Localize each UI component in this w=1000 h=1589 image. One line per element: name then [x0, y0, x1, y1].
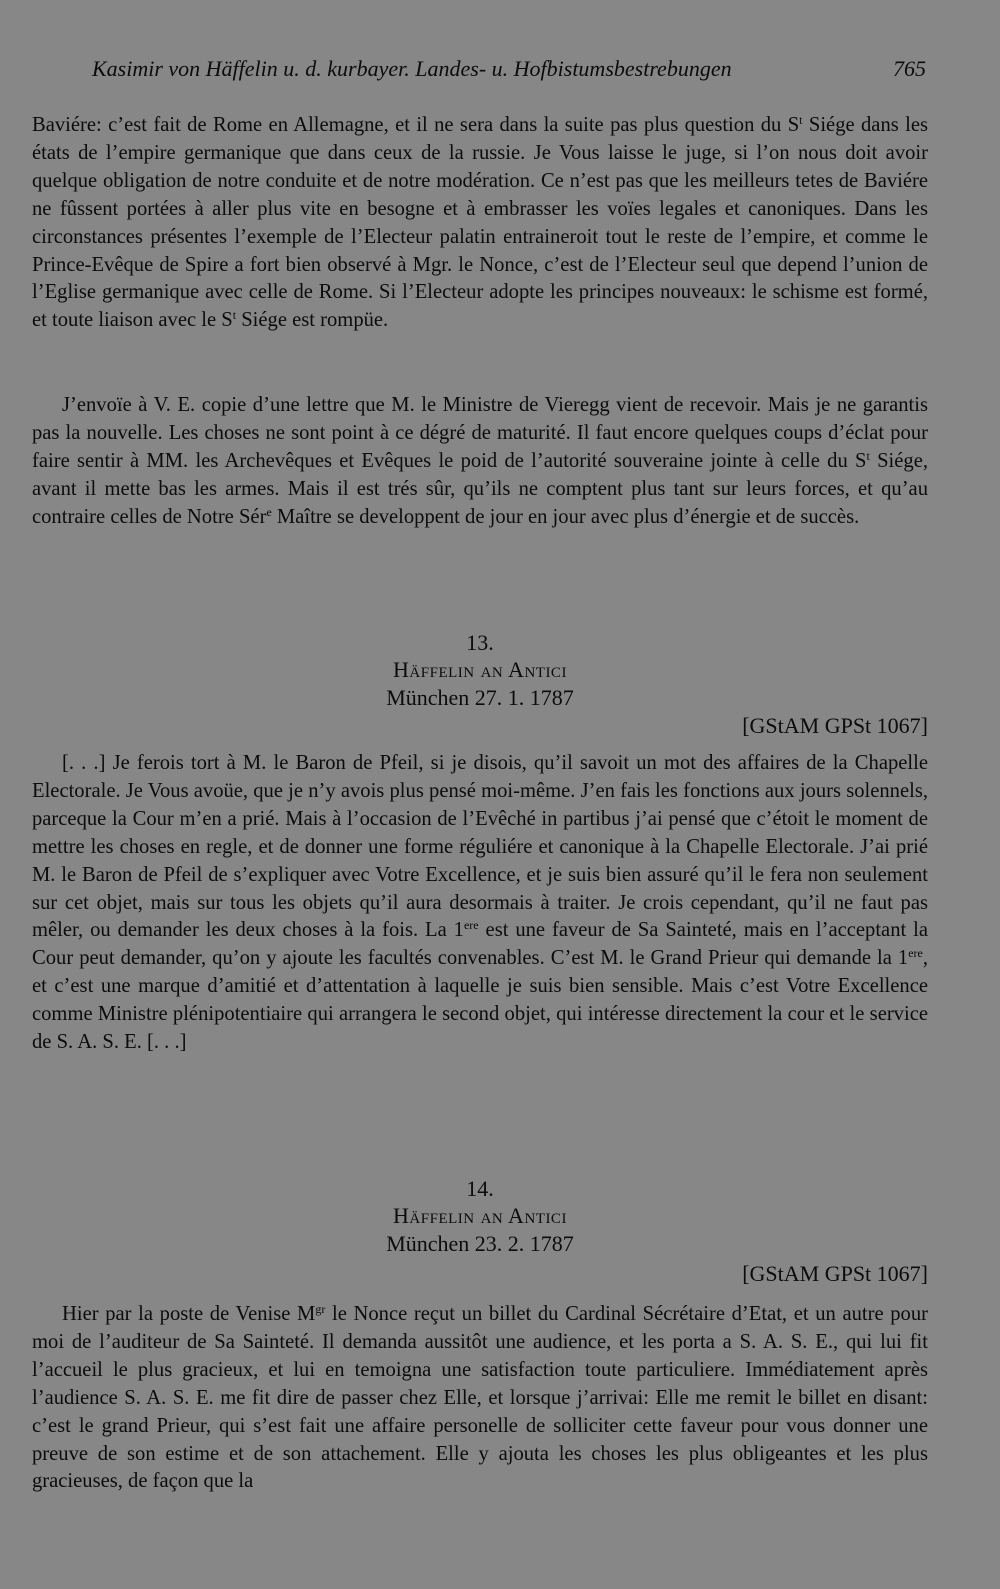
text-run: J’envoïe à V. E. copie d’une lettre que M. le Ministre de Vieregg vient de recevoir. Mais je ne garantis pas la nouvelle. Les choses ne sont point à ce dégré de maturité. Il faut encore quelques coups d’éclat pour faire sentir à MM. les Archevêques et Evêques le poid de l’autorité souveraine jointe à celle du S	[32, 394, 928, 472]
continuation-paragraph-2	[32, 392, 928, 532]
superscript: e	[266, 504, 272, 519]
text-run: Siége, avant il mette bas les armes. Mais il est trés sûr, qu’ils ne comptent plus tant sur leurs forces, et qu’au contraire celles de Notre Sér	[32, 449, 928, 528]
document-date-14: München 23. 2. 1787	[386, 1231, 574, 1256]
running-header	[92, 56, 926, 82]
text-run: Maître se developpent de jour en jour avec plus d’énergie et de succès.	[271, 505, 860, 528]
text-run: Hier par la poste de Venise M	[62, 1303, 316, 1325]
page-number: 765	[893, 56, 926, 81]
text-run: [. . .] Je ferois tort à M. le Baron de Pfeil, si je disois, qu’il savoit un mot des affaires de la Chapelle Electorale. Je Vous avoüe, que je n’y avois plus pensé moi-même. J’en fais les fonctions aux jours solennels, parceque la Cour m’en a prié. Mais à l’occasion de l’Evêché in partibus j’ai pensé que c’étoit le moment de mettre les choses en regle, et de donner une forme réguliére et canonique à la Chapelle Electorale. J’ai prié M. le Baron de Pfeil de s’expliquer avec Votre Excellence, et je suis bien assuré qu’il le fera non seulement sur cet objet, mais sur tous les objets qu’il aura desormais à traiter. Je crois cependant, qu’il ne faut pas mêler, ou demander les deux choses à la fois. La 1	[32, 752, 928, 942]
superscript: t	[232, 308, 237, 323]
document-14-text	[32, 1301, 928, 1496]
archive-source-13: [GStAM GPSt 1067]	[742, 713, 928, 738]
document-heading-14: Häffelin an Antici	[393, 1203, 567, 1228]
running-title: Kasimir von Häffelin u. d. kurbayer. Landes- u. Hofbistumsbestrebungen	[92, 56, 732, 81]
text-run: Siége est rompüe.	[236, 309, 389, 332]
text-run: Siége dans les états de l’empire germanique que dans ceux de la russie. Je Vous laisse le juge, si l’on nous doit avoir quelque obligation de notre conduite et de notre modération. Ce n’est pas que les meilleurs tetes de Baviére ne fûssent portées à aller plus vite en besogne et à embrasser les voïes legales et canoniques. Dans les circonstances présentes l’exemple de l’Electeur palatin entraineroit tout le reste de l’empire, et comme le Prince-Evêque de Spire a fort bien observé à Mgr. le Nonce, c’est de l’Electeur seul que depend l’union de l’Eglise germanique avec celle de Rome. Si l’Electeur adopte les principes nouveaux: le schisme est formé, et toute liaison avec le S	[32, 114, 929, 332]
superscript: ere	[463, 918, 479, 933]
text-run: le Nonce reçut un billet du Cardinal Sécrétaire d’Etat, et un autre pour moi de l’auditeur de Sa Sainteté. Il demanda aussitôt une audience, et les porta a S. A. S. E., qui lui fit l’accueil le plus gracieux, et lui en temoigna une satisfaction toute particuliere. Immédiatement après l’audience S. A. S. E. me fit dire de passer chez Elle, et lorsque j’arrivai: Elle me remit le billet en disant: c’est le grand Prieur, qui s’est fait une affaire personelle de solliciter cette faveur pour vous donner une preuve de son estime et de son attachement. Elle y ajouta les choses les plus obligeantes et les plus gracieuses, de façon que la	[32, 1303, 928, 1493]
archive-source-14: [GStAM GPSt 1067]	[742, 1261, 928, 1286]
superscript: gr	[315, 1302, 326, 1316]
document-number-13: 13.	[466, 630, 494, 655]
text-run: est une faveur de Sa Sainteté, mais en l’acceptant la Cour peut demander, qu’on y ajoute les facultés convenables. C’est M. le Grand Prieur qui demande la 1	[32, 919, 928, 970]
superscript: t	[799, 113, 803, 127]
superscript: t	[866, 448, 870, 463]
document-heading-13: Häffelin an Antici	[393, 657, 567, 682]
text-run: , et c’est une marque d’amitié et d’attentation à laquelle je suis bien sensible. Mais c’est Votre Excellence comme Ministre plénipotentiaire qui arrangera le second objet, qui intéresse directement la cour et le service de S. A. S. E. [. . .]	[32, 947, 928, 1054]
document-number-14: 14.	[466, 1176, 494, 1201]
document-date-13: München 27. 1. 1787	[386, 685, 574, 710]
continuation-paragraph-1	[32, 112, 928, 335]
document-13-text	[32, 750, 928, 1057]
superscript: ere	[908, 946, 923, 961]
text-run: Baviére: c’est fait de Rome en Allemagne, et il ne sera dans la suite pas plus question du S	[32, 114, 800, 136]
